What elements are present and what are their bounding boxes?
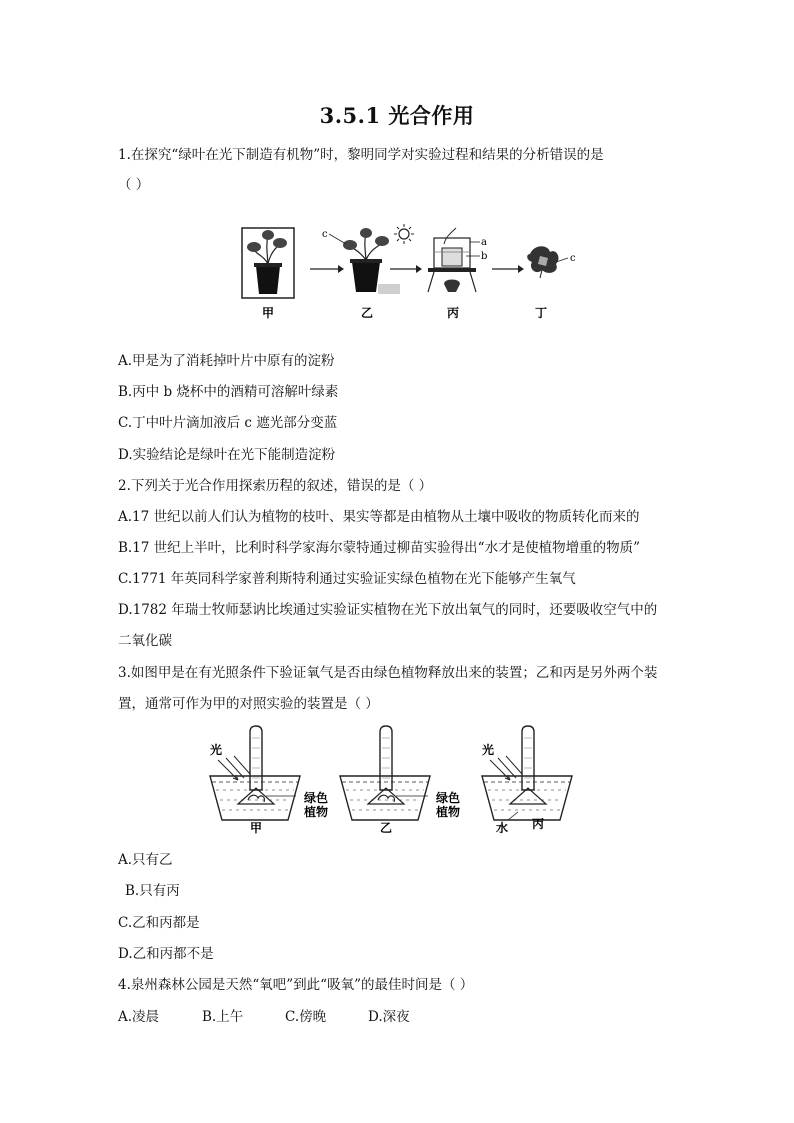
q3-option-b: B.只有丙 (125, 883, 180, 899)
fig3-light-label-bing: 光 (482, 743, 495, 757)
q4-stem: 4.泉州森林公园是天然“氧吧”到此“吸氧”的最佳时间是（ ） (118, 977, 474, 993)
q2-option-d-line-2: 二氧化碳 (118, 633, 172, 649)
q2-option-d-line-1: D.1782 年瑞士牧师瑟讷比埃通过实验证实植物在光下放出氧气的同时，还要吸收空气中的 (118, 602, 658, 618)
q4-option-d: D.深夜 (368, 1009, 410, 1025)
fig3-plant-label-jia-2: 植物 (304, 805, 329, 819)
q2-option-b: B.17 世纪上半叶，比利时科学家海尔蒙特通过柳苗实验得出“水才是使植物增重的物质” (118, 540, 640, 556)
fig3-light-label-jia: 光 (210, 743, 223, 757)
fig1-marker-c: c (322, 229, 328, 240)
q1-option-a: A.甲是为了消耗掉叶片中原有的淀粉 (118, 353, 335, 369)
fig1-marker-c2: c (570, 253, 576, 264)
q2-option-c: C.1771 年英同科学家普利斯特利通过实验证实绿色植物在光下能够产生氧气 (118, 571, 576, 587)
q1-option-b: B.丙中 b 烧杯中的酒精可溶解叶绿素 (118, 384, 339, 400)
fig3-plant-label-yi-2: 植物 (436, 805, 461, 819)
q3-option-d: D.乙和丙都不是 (118, 946, 214, 962)
fig1-label-jia: 甲 (261, 306, 275, 320)
q1-option-c: C.丁中叶片滴加液后 c 遮光部分变蓝 (118, 415, 338, 431)
q1-answer-blank: （ ） (118, 177, 150, 193)
q3-stem-line-1: 3.如图甲是在有光照条件下验证氧气是否由绿色植物释放出来的装置；乙和丙是另外两个装 (118, 665, 658, 681)
fig1-marker-a: a (481, 237, 487, 248)
q4-option-b: B.上午 (202, 1009, 244, 1025)
q1-option-d: D.实验结论是绿叶在光下能制造淀粉 (118, 447, 336, 463)
q3-option-a: A.只有乙 (118, 852, 173, 868)
q3-figure (200, 724, 580, 839)
fig1-label-bing: 丙 (446, 306, 460, 320)
fig1-label-yi: 乙 (360, 306, 374, 320)
q1-figure (230, 218, 590, 328)
fig3-water-label: 水 (496, 821, 509, 835)
fig1-label-ding: 丁 (534, 306, 548, 320)
q3-option-c: C.乙和丙都是 (118, 915, 200, 931)
fig3-plant-label-yi-1: 绿色 (436, 791, 461, 805)
fig1-marker-b: b (481, 251, 488, 262)
q2-option-a: A.17 世纪以前人们认为植物的枝叶、果实等都是由植物从土壤中吸收的物质转化而来的 (118, 509, 640, 525)
q2-stem: 2.下列关于光合作用探索历程的叙述，错误的是（ ） (118, 478, 433, 494)
fig3-setup-bing (482, 726, 572, 820)
fig3-setup-yi (340, 726, 430, 820)
q3-stem-line-2: 置，通常可作为甲的对照实验的装置是（ ） (118, 696, 379, 712)
q4-option-c: C.傍晚 (285, 1009, 327, 1025)
q1-stem-line-1: 1.在探究“绿叶在光下制造有机物”时，黎明同学对实验过程和结果的分析错误的是 (118, 147, 604, 163)
page-title: 3.5.1 光合作用 (319, 103, 475, 128)
fig3-plant-label-jia-1: 绿色 (304, 791, 329, 805)
q4-option-a: A.凌晨 (118, 1009, 160, 1025)
fig3-setup-jia (210, 726, 300, 820)
fig3-label-yi: 乙 (379, 821, 393, 835)
fig3-label-jia: 甲 (249, 821, 263, 835)
fig3-label-bing: 丙 (531, 817, 545, 831)
